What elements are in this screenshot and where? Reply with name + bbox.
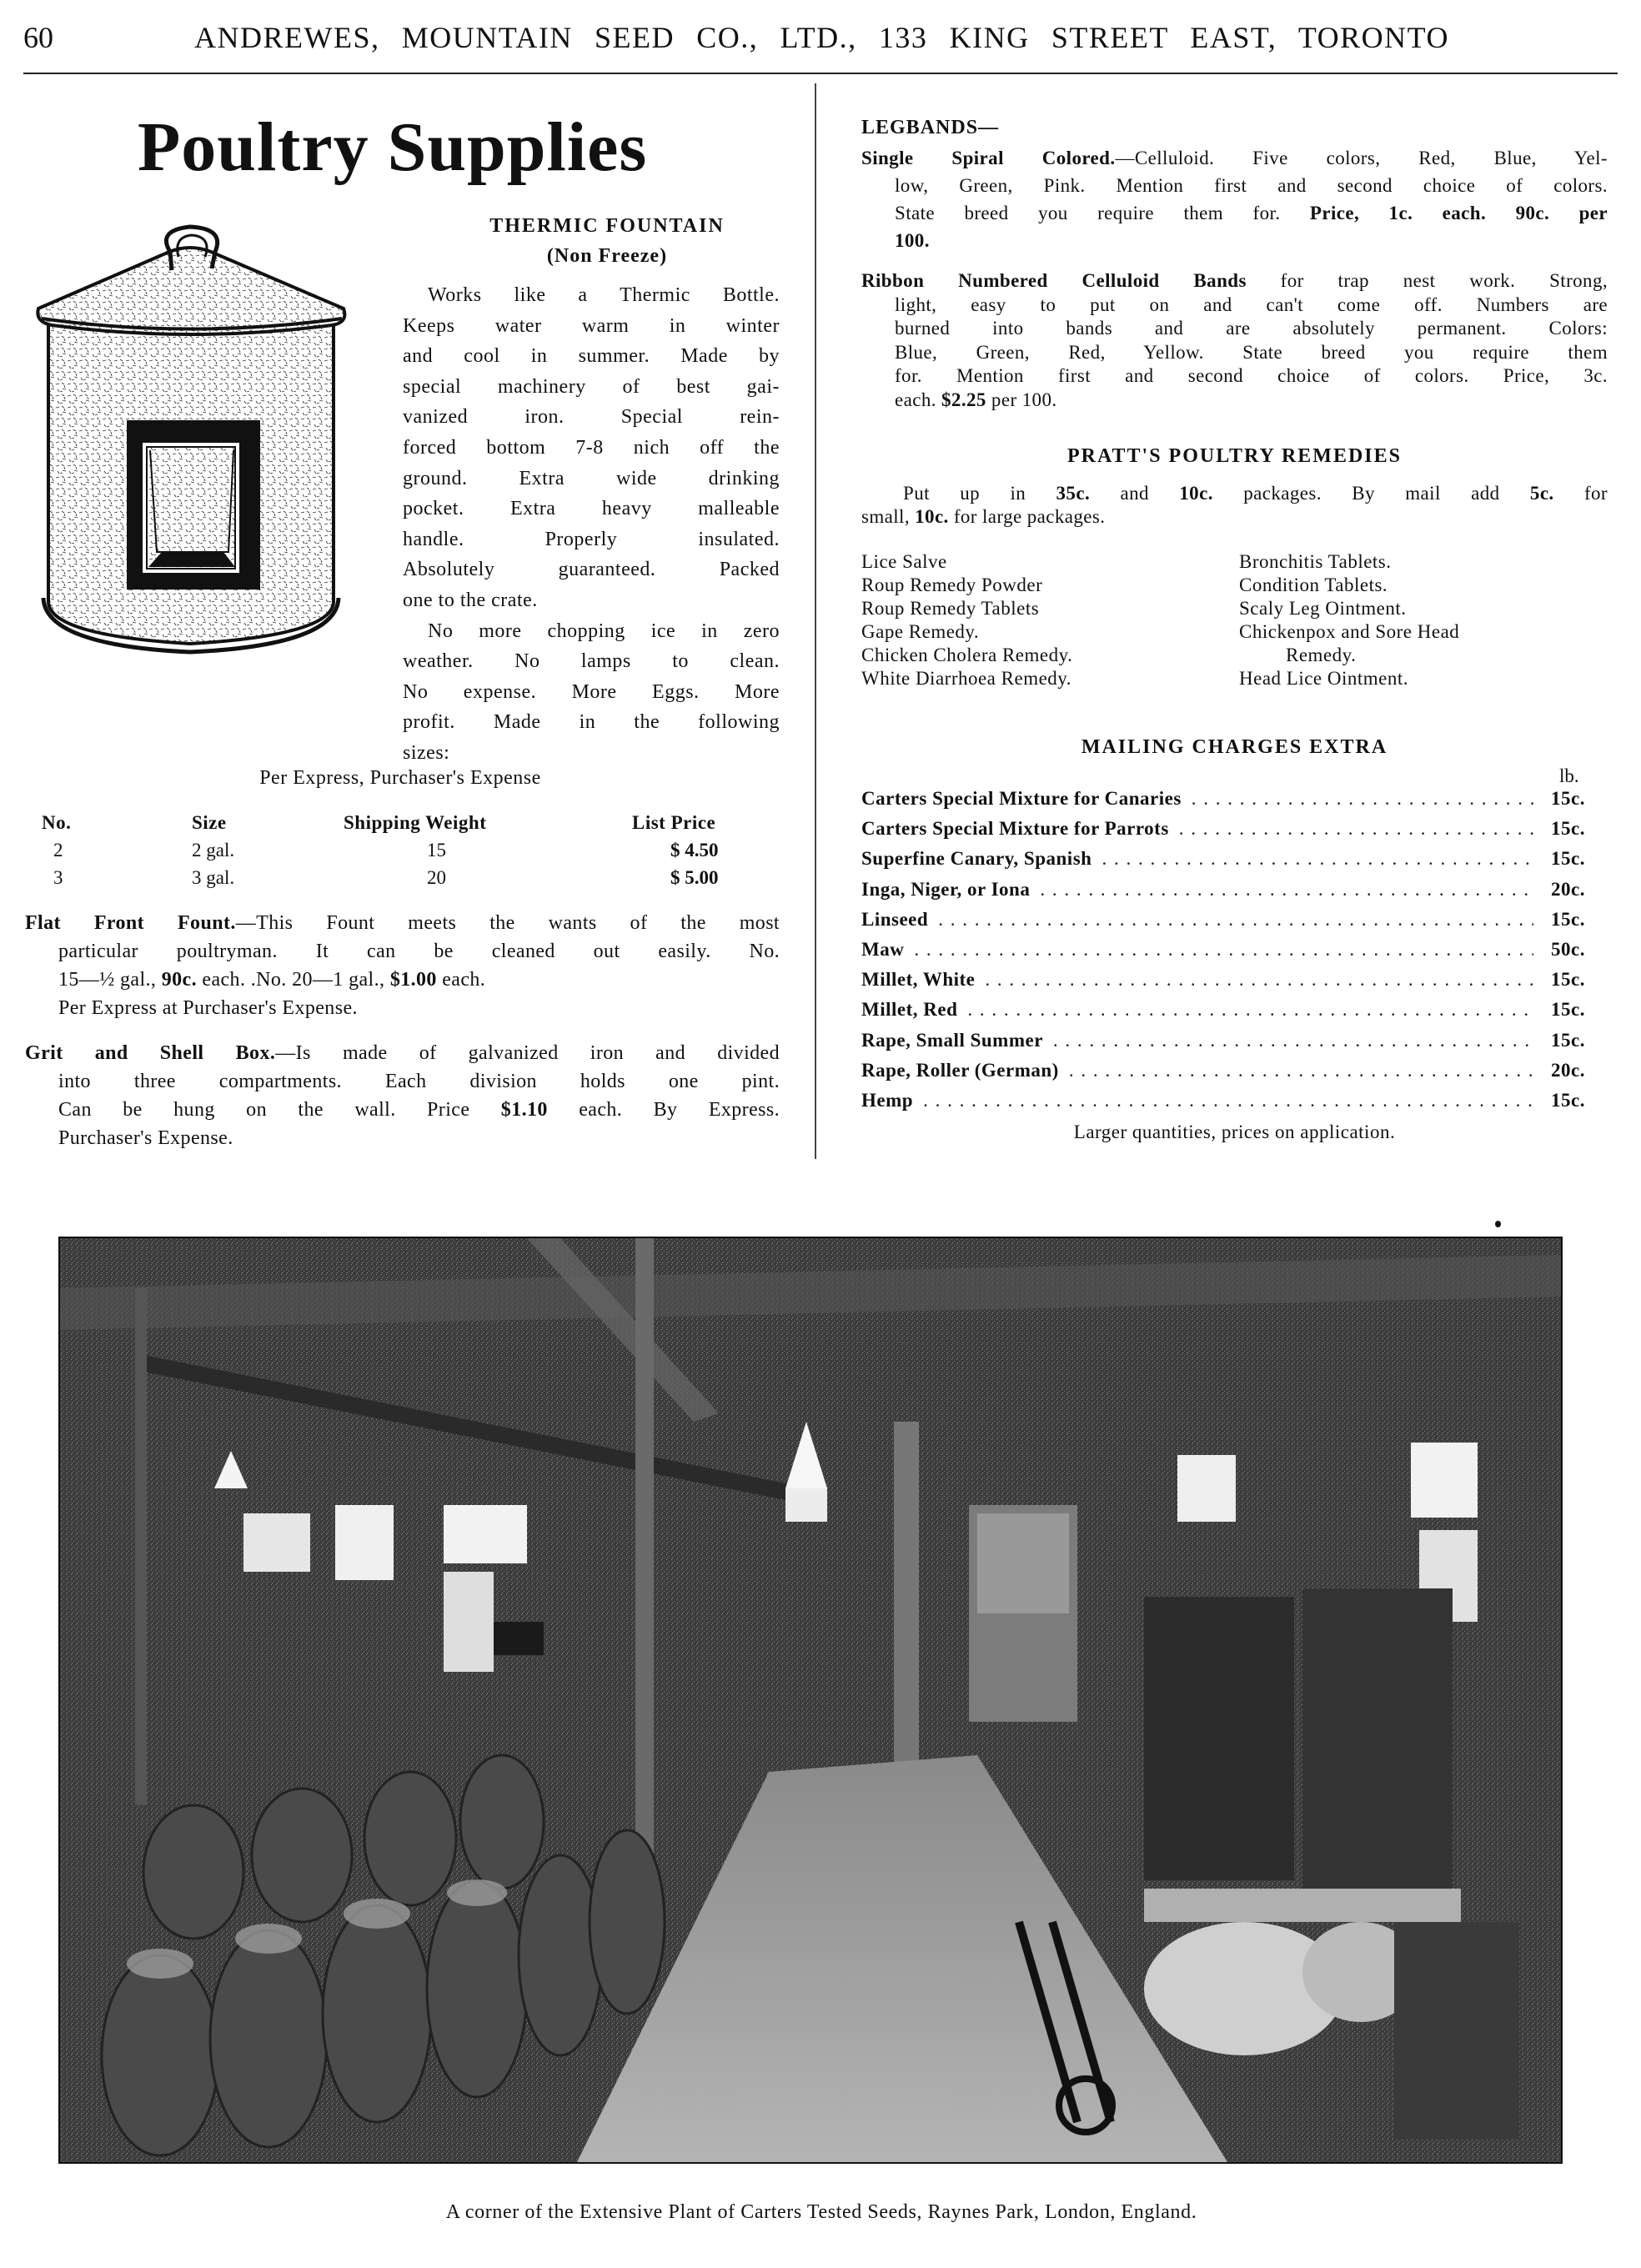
pratts-intro	[861, 482, 1608, 529]
remedy-item: Condition Tablets.	[1239, 575, 1388, 595]
col-header-shipping-weight: Shipping Weight	[344, 811, 487, 833]
bold-text: 10c.	[1179, 483, 1213, 504]
text-segment: forced bottom 7-8 nich off the	[403, 436, 780, 459]
text-segment: Absolutely guaranteed. Packed	[403, 559, 780, 581]
text-line	[403, 372, 780, 403]
text-line	[403, 738, 780, 769]
text-line	[403, 402, 780, 433]
bold-text: $1.00	[389, 969, 437, 991]
page-number: 60	[23, 21, 53, 54]
bold-text: 10c.	[915, 506, 949, 527]
text-line	[403, 464, 780, 494]
running-header: ANDREWES, MOUNTAIN SEED CO., LTD., 133 KING STREET EAST, TORONTO	[194, 21, 1449, 54]
col-header-list-price: List Price	[632, 811, 716, 833]
price-list-row	[861, 818, 1585, 848]
remedy-item: White Diarrhoea Remedy.	[861, 668, 1072, 689]
bold-text: Price, 1c. each. 90c. per	[1309, 203, 1608, 223]
text-segment: No expense. More Eggs. More	[403, 680, 780, 703]
text-line	[861, 317, 1608, 341]
bold-text: Single Spiral Colored.	[861, 148, 1116, 168]
seed-price: 15c.	[1551, 1029, 1585, 1051]
seed-name: Superfine Canary, Spanish	[861, 848, 1092, 870]
text-segment: each. By Express.	[547, 1099, 780, 1121]
seed-price: 15c.	[1551, 848, 1585, 870]
remedy-item: Chickenpox and Sore Head	[1239, 621, 1460, 642]
warehouse-photo-image	[60, 1238, 1561, 2162]
text-line	[25, 1096, 780, 1124]
text-segment: burned into bands and are absolutely permanent. Colors:	[895, 318, 1608, 339]
dot-leader	[1102, 848, 1533, 870]
text-line	[861, 341, 1608, 365]
text-segment: small,	[861, 506, 916, 527]
cell-size: 2 gal.	[192, 839, 235, 861]
price-list-row	[861, 1030, 1585, 1060]
col-header-size: Size	[192, 811, 227, 833]
seed-name: Rape, Roller (German)	[861, 1059, 1059, 1081]
text-line	[861, 172, 1608, 199]
seed-price: 50c.	[1551, 938, 1585, 960]
thermic-fountain-subheading: (Non Freeze)	[546, 245, 668, 267]
cell-weight: 15	[427, 839, 446, 861]
text-segment: for. Mention first and second choice of colors. Price, 3c.	[895, 365, 1608, 386]
photo-caption: A corner of the Extensive Plant of Carters Tested Seeds, Raynes Park, London, England.	[445, 2201, 1197, 2223]
text-line	[861, 144, 1608, 172]
text-line	[25, 966, 780, 994]
text-segment: Works like a Thermic Bottle.	[428, 284, 780, 306]
text-segment: for large packages.	[948, 506, 1106, 527]
text-segment: per 100.	[986, 389, 1057, 410]
flat-front-fount-paragraph	[25, 909, 780, 1022]
bold-text: 100.	[895, 230, 930, 251]
text-segment: Keeps water warm in winter	[403, 314, 780, 337]
text-segment: for trap nest work. Strong,	[1246, 270, 1608, 291]
bold-text: Flat Front Fount.	[25, 912, 236, 934]
text-segment: and cool in summer. Made by	[403, 345, 780, 368]
text-line	[403, 311, 780, 342]
thermic-fountain-heading: THERMIC FOUNTAIN	[489, 215, 725, 237]
seed-price: 15c.	[1551, 969, 1585, 991]
text-line	[25, 994, 780, 1022]
text-line	[861, 227, 1608, 254]
cell-weight: 20	[427, 866, 446, 888]
seed-name: Hemp	[861, 1089, 914, 1111]
table-row	[42, 864, 765, 891]
text-line	[25, 1039, 780, 1067]
text-line	[861, 294, 1608, 318]
seed-name: Linseed	[861, 908, 929, 930]
bold-text: $1.10	[500, 1099, 548, 1121]
text-segment: weather. No lamps to clean.	[403, 650, 780, 673]
text-segment: State breed you require them for.	[895, 203, 1310, 223]
text-segment: particular poultryman. It can be cleaned out easily. No.	[58, 941, 780, 962]
text-segment: low, Green, Pink. Mention first and second choice of colors.	[895, 175, 1608, 196]
table-row	[42, 836, 765, 864]
seed-price: 15c.	[1551, 999, 1585, 1021]
text-segment: handle. Properly insulated.	[403, 528, 780, 550]
seed-name: Millet, White	[861, 969, 976, 991]
dot-leader	[914, 939, 1533, 961]
bold-text: 90c.	[161, 969, 197, 991]
text-segment: packages. By mail add	[1212, 483, 1530, 504]
price-list-row	[861, 939, 1585, 969]
cell-size: 3 gal.	[192, 866, 235, 888]
cell-no: 3	[53, 866, 63, 888]
text-line	[25, 909, 780, 937]
text-line	[403, 677, 780, 708]
bold-text: Grit and Shell Box.	[25, 1042, 276, 1064]
remedy-item-continuation: Remedy.	[1286, 645, 1357, 665]
seed-name: Carters Special Mixture for Canaries	[861, 788, 1182, 809]
seed-price: 15c.	[1551, 1089, 1585, 1111]
dot-leader	[967, 999, 1533, 1021]
text-segment: profit. Made in the following	[403, 711, 780, 734]
text-line	[861, 389, 1608, 413]
text-line	[861, 482, 1608, 505]
bold-text: 35c.	[1056, 483, 1091, 504]
remedy-item: Lice Salve	[861, 551, 947, 572]
text-line	[861, 505, 1608, 529]
cell-price: $ 5.00	[670, 866, 719, 888]
price-list-row	[861, 848, 1585, 878]
thermic-fountain-illustration	[32, 218, 357, 660]
text-segment: for	[1553, 483, 1608, 504]
text-segment: each.	[436, 969, 486, 991]
text-line	[403, 280, 780, 311]
seed-name: Rape, Small Summer	[861, 1029, 1043, 1051]
seed-price: 20c.	[1551, 1059, 1585, 1081]
seed-name: Inga, Niger, or Iona	[861, 878, 1031, 900]
text-segment: Purchaser's Expense.	[58, 1127, 233, 1149]
cell-no: 2	[53, 839, 63, 861]
text-segment: Can be hung on the wall. Price	[58, 1099, 501, 1121]
seed-price: 15c.	[1551, 788, 1585, 809]
text-line	[403, 585, 780, 616]
text-segment: ground. Extra wide drinking	[403, 467, 780, 489]
seed-price-list	[861, 788, 1585, 1120]
text-line	[403, 341, 780, 372]
bold-text: Ribbon Numbered Celluloid Bands	[861, 270, 1247, 291]
text-line	[861, 364, 1608, 389]
text-line	[403, 616, 780, 647]
remedies-left-column	[861, 550, 1072, 690]
remedy-item: Roup Remedy Tablets	[861, 598, 1040, 619]
dot-leader	[923, 1090, 1533, 1111]
thermic-fountain-description	[403, 280, 780, 769]
dot-leader	[1069, 1060, 1533, 1081]
price-unit-label: lb.	[1559, 765, 1579, 786]
price-list-row	[861, 1090, 1585, 1120]
text-segment: pocket. Extra heavy malleable	[403, 498, 780, 520]
seed-price: 15c.	[1551, 908, 1585, 930]
text-segment: Put up in	[903, 483, 1056, 504]
fountain-size-table	[42, 809, 765, 891]
remedy-item: Scaly Leg Ointment.	[1239, 598, 1407, 619]
dot-leader	[1192, 788, 1533, 810]
text-segment: each.	[895, 389, 942, 410]
bold-text: $2.25	[941, 389, 986, 410]
seed-name: Maw	[861, 938, 905, 960]
remedy-item: Bronchitis Tablets.	[1239, 551, 1392, 572]
ribbon-bands-paragraph	[861, 269, 1608, 412]
shipping-note: Per Express, Purchaser's Expense	[259, 767, 541, 789]
seed-name: Millet, Red	[861, 999, 958, 1021]
price-list-row	[861, 909, 1585, 939]
text-segment: No more chopping ice in zero	[428, 620, 780, 642]
price-list-row	[861, 1060, 1585, 1090]
table-header-row	[42, 809, 765, 836]
text-line	[403, 707, 780, 738]
text-line	[403, 554, 780, 585]
column-divider	[815, 83, 816, 1159]
text-line	[403, 524, 780, 555]
fountain-drawing	[32, 218, 357, 660]
text-segment: special machinery of best gai-	[403, 375, 780, 398]
remedy-item: Chicken Cholera Remedy.	[861, 645, 1073, 665]
text-segment: one to the crate.	[403, 589, 538, 611]
text-segment: 15—½ gal.,	[58, 969, 162, 991]
text-line	[861, 199, 1608, 227]
price-list-row	[861, 788, 1585, 818]
text-segment: —Is made of galvanized iron and divided	[275, 1042, 780, 1064]
price-list-row	[861, 879, 1585, 909]
dot-leader	[938, 909, 1533, 931]
text-segment: —This Fount meets the wants of the most	[235, 912, 780, 934]
remedy-item: Gape Remedy.	[861, 621, 980, 642]
mailing-charges-heading: MAILING CHARGES EXTRA	[1081, 736, 1388, 758]
remedies-right-column	[1239, 550, 1459, 690]
dot-leader	[1179, 818, 1533, 840]
seed-name: Carters Special Mixture for Parrots	[861, 818, 1169, 840]
text-segment: light, easy to put on and can't come off. Numbers are	[895, 294, 1608, 315]
text-segment: Blue, Green, Red, Yellow. State breed you require them	[895, 341, 1608, 363]
remedy-item: Head Lice Ointment.	[1239, 668, 1409, 689]
text-line	[403, 646, 780, 677]
header-rule	[23, 73, 1618, 74]
legbands-heading: LEGBANDS—	[861, 117, 1000, 138]
seed-price: 20c.	[1551, 878, 1585, 900]
price-list-row	[861, 999, 1585, 1029]
cell-price: $ 4.50	[670, 839, 719, 861]
text-segment: each. .No. 20—1 gal.,	[197, 969, 390, 991]
text-line	[25, 1067, 780, 1096]
print-speck	[1495, 1221, 1501, 1227]
section-title: Poultry Supplies	[138, 108, 648, 186]
grit-shell-box-paragraph	[25, 1039, 780, 1152]
warehouse-photo	[58, 1237, 1563, 2164]
text-segment: and	[1090, 483, 1180, 504]
text-segment: into three compartments. Each division holds one pint.	[58, 1071, 780, 1092]
bold-text: 5c.	[1529, 483, 1554, 504]
price-list-row	[861, 969, 1585, 999]
dot-leader	[1040, 879, 1533, 901]
dot-leader	[985, 969, 1533, 991]
text-segment: vanized iron. Special rein-	[403, 406, 780, 429]
text-line	[403, 433, 780, 464]
text-line	[403, 494, 780, 524]
seed-price: 15c.	[1551, 818, 1585, 840]
text-segment: sizes:	[403, 741, 450, 764]
larger-quantities-note: Larger quantities, prices on application.	[1073, 1121, 1396, 1142]
dot-leader	[1053, 1030, 1533, 1051]
single-spiral-paragraph	[861, 144, 1608, 254]
pratts-remedies-heading: PRATT'S POULTRY REMEDIES	[1066, 445, 1402, 467]
remedy-item: Roup Remedy Powder	[861, 575, 1043, 595]
text-line	[25, 1124, 780, 1152]
text-segment: —Celluloid. Five colors, Red, Blue, Yel-	[1115, 148, 1608, 168]
text-line	[861, 269, 1608, 294]
col-header-no: No.	[42, 811, 72, 833]
text-segment: Per Express at Purchaser's Expense.	[58, 997, 358, 1019]
text-line	[25, 937, 780, 966]
